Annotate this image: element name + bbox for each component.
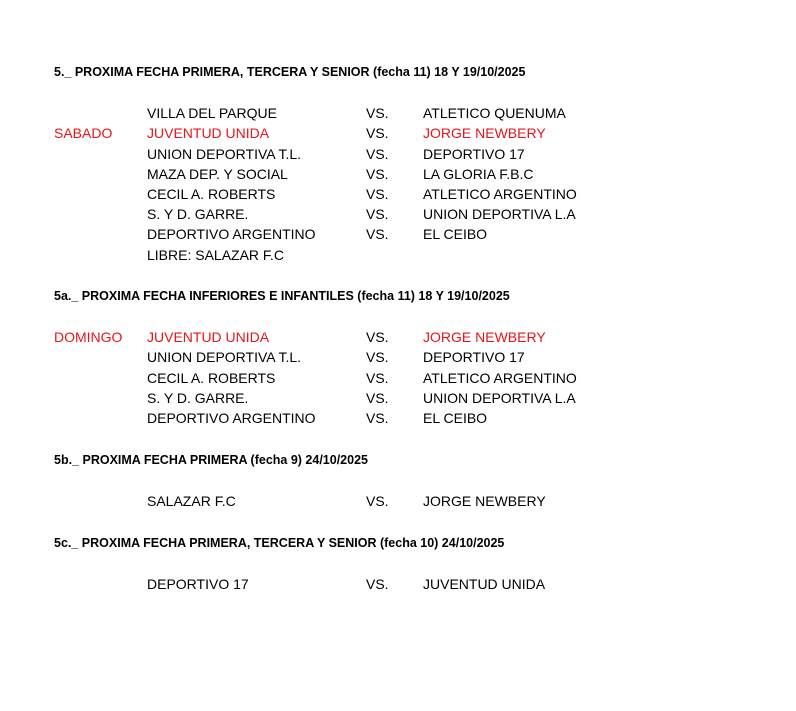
home-team: S. Y D. GARRE. (147, 390, 249, 406)
match-row (0, 388, 796, 408)
section-5c-title: 5c._ PROXIMA FECHA PRIMERA, TERCERA Y SENIOR (fecha 10) 24/10/2025 (54, 536, 505, 550)
match-row (0, 144, 796, 164)
libre-row (0, 245, 796, 265)
section-5-title: 5._ PROXIMA FECHA PRIMERA, TERCERA Y SENIOR (fecha 11) 18 Y 19/10/2025 (54, 65, 526, 79)
away-team: ATLETICO ARGENTINO (423, 370, 577, 386)
match-row (0, 408, 796, 428)
away-team: UNION DEPORTIVA L.A (423, 390, 576, 406)
home-team: JUVENTUD UNIDA (147, 329, 270, 345)
match-row (0, 368, 796, 388)
vs-label: VS. (366, 206, 389, 222)
vs-label: VS. (366, 186, 389, 202)
home-team: CECIL A. ROBERTS (147, 186, 276, 202)
match-row (0, 184, 796, 204)
home-team: JUVENTUD UNIDA (147, 125, 270, 141)
section-5a-title: 5a._ PROXIMA FECHA INFERIORES E INFANTILES (fecha 11) 18 Y 19/10/2025 (54, 289, 510, 303)
away-team: JORGE NEWBERY (423, 125, 546, 141)
match-row (0, 491, 796, 511)
vs-label: VS. (366, 125, 389, 141)
vs-label: VS. (366, 493, 389, 509)
home-team: CECIL A. ROBERTS (147, 370, 276, 386)
away-team: DEPORTIVO 17 (423, 349, 525, 365)
away-team: JORGE NEWBERY (423, 329, 546, 345)
home-team: UNION DEPORTIVA T.L. (147, 146, 302, 162)
vs-label: VS. (366, 166, 389, 182)
away-team: LA GLORIA F.B.C (423, 166, 534, 182)
home-team: MAZA DEP. Y SOCIAL (147, 166, 288, 182)
vs-label: VS. (366, 329, 389, 345)
libre-team: LIBRE: SALAZAR F.C (147, 247, 284, 263)
vs-label: VS. (366, 576, 389, 592)
vs-label: VS. (366, 146, 389, 162)
match-row (0, 327, 796, 347)
home-team: VILLA DEL PARQUE (147, 105, 277, 121)
home-team: S. Y D. GARRE. (147, 206, 249, 222)
home-team: SALAZAR F.C (147, 493, 236, 509)
vs-label: VS. (366, 410, 389, 426)
away-team: ATLETICO QUENUMA (423, 105, 566, 121)
match-row (0, 204, 796, 224)
section-5b-title: 5b._ PROXIMA FECHA PRIMERA (fecha 9) 24/10/2025 (54, 453, 368, 467)
vs-label: VS. (366, 390, 389, 406)
match-row (0, 164, 796, 184)
day-label: DOMINGO (54, 329, 123, 345)
home-team: DEPORTIVO ARGENTINO (147, 410, 316, 426)
away-team: ATLETICO ARGENTINO (423, 186, 577, 202)
match-row (0, 103, 796, 123)
match-row (0, 123, 796, 143)
away-team: EL CEIBO (423, 226, 488, 242)
away-team: JUVENTUD UNIDA (423, 576, 546, 592)
away-team: UNION DEPORTIVA L.A (423, 206, 576, 222)
match-row (0, 224, 796, 244)
home-team: UNION DEPORTIVA T.L. (147, 349, 302, 365)
away-team: EL CEIBO (423, 410, 488, 426)
away-team: DEPORTIVO 17 (423, 146, 525, 162)
home-team: DEPORTIVO ARGENTINO (147, 226, 316, 242)
home-team: DEPORTIVO 17 (147, 576, 249, 592)
day-label: SABADO (54, 125, 113, 141)
vs-label: VS. (366, 105, 389, 121)
match-row (0, 347, 796, 367)
vs-label: VS. (366, 349, 389, 365)
vs-label: VS. (366, 226, 389, 242)
vs-label: VS. (366, 370, 389, 386)
away-team: JORGE NEWBERY (423, 493, 546, 509)
match-row (0, 574, 796, 594)
